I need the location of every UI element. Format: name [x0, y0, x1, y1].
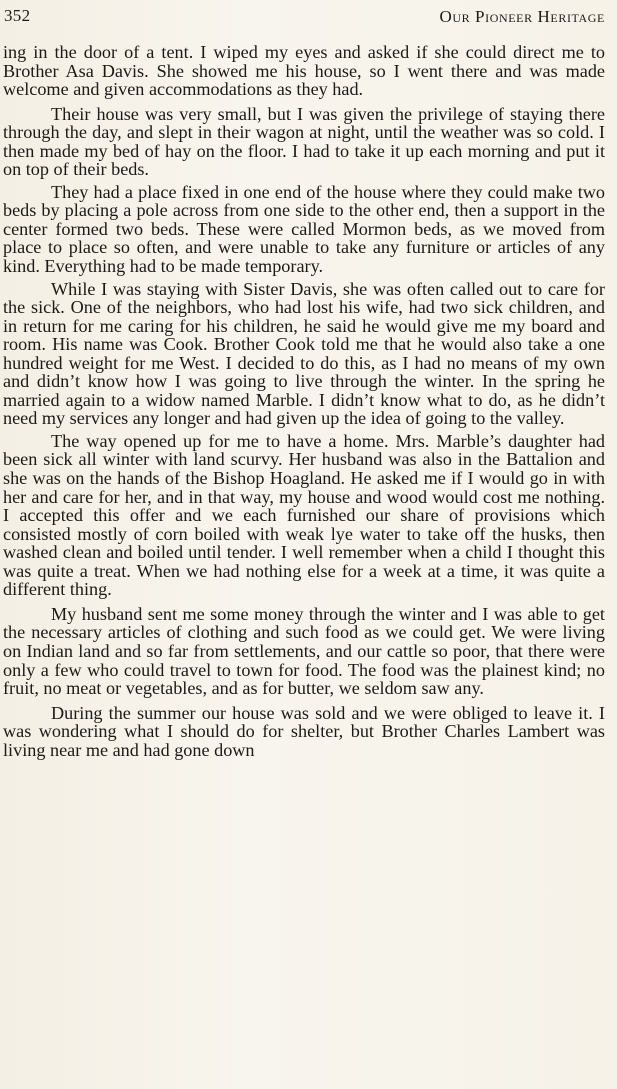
page-header: [4, 4, 605, 30]
paragraph: My husband sent me some money through the winter and I was able to get the necessary articles of clothing and such food as we could get. We were living on Indian land and so far from settlements, and our cattle so poor, that there were only a few who could travel to town for food. The food was the plainest kind; no fruit, no meat or vegetables, and as for butter, we seldom saw any.: [3, 603, 605, 699]
paragraph: They had a place fixed in one end of the house where they could make two beds by placing a pole across from one side to the other end, then a support in the center formed two beds. These were called Mormon beds, as we moved from place to place so often, and were unable to take any furniture or articles of any kind. Everything had to be made temporary.: [3, 181, 605, 277]
running-head: Our Pioneer Heritage: [439, 7, 605, 26]
paragraph: While I was staying with Sister Davis, she was often called out to care for the sick. One of the neighbors, who had lost his wife, had two sick children, and in return for me caring for his children, he said he would give me my board and room. His name was Cook. Brother Cook told me that he would also take a one hundred weight for me West. I decided to do this, as I had no means of my own and didn’t know how I was going to live through the winter. In the spring he married again to a widow named Marble. I didn’t know what to do, as he didn’t need my services any longer and had given up the idea of going to the valley.: [3, 278, 605, 429]
paragraph: Their house was very small, but I was given the privilege of staying there through the day, and slept in their wagon at night, until the weather was so cold. I then made my bed of hay on the floor. I had to take it up each morning and put it on top of their beds.: [3, 103, 605, 180]
page-number: 352: [4, 6, 31, 25]
body-text: [3, 43, 605, 759]
paragraph: ing in the door of a tent. I wiped my eyes and asked if she could direct me to Brother Asa Davis. She showed me his house, so I went there and was made welcome and given accommodations as they had.: [3, 42, 605, 100]
paragraph: The way opened up for me to have a home. Mrs. Marble’s daughter had been sick all winter with land scurvy. Her husband was also in the Battalion and she was on the hands of the Bishop Hoagland. He asked me if I would go in with her and care for her, and in that way, my house and wood would cost me nothing. I accepted this offer and we each furnished our share of provisions which consisted mostly of corn boiled with weak lye water to take off the husks, then washed clean and boiled until tender. I well remember when a child I thought this was quite a treat. When we had nothing else for a week at a time, it was quite a different thing.: [3, 430, 605, 600]
paragraph: During the summer our house was sold and we were obliged to leave it. I was wondering what I should do for shelter, but Brother Charles Lambert was living near me and had gone down: [3, 702, 605, 760]
